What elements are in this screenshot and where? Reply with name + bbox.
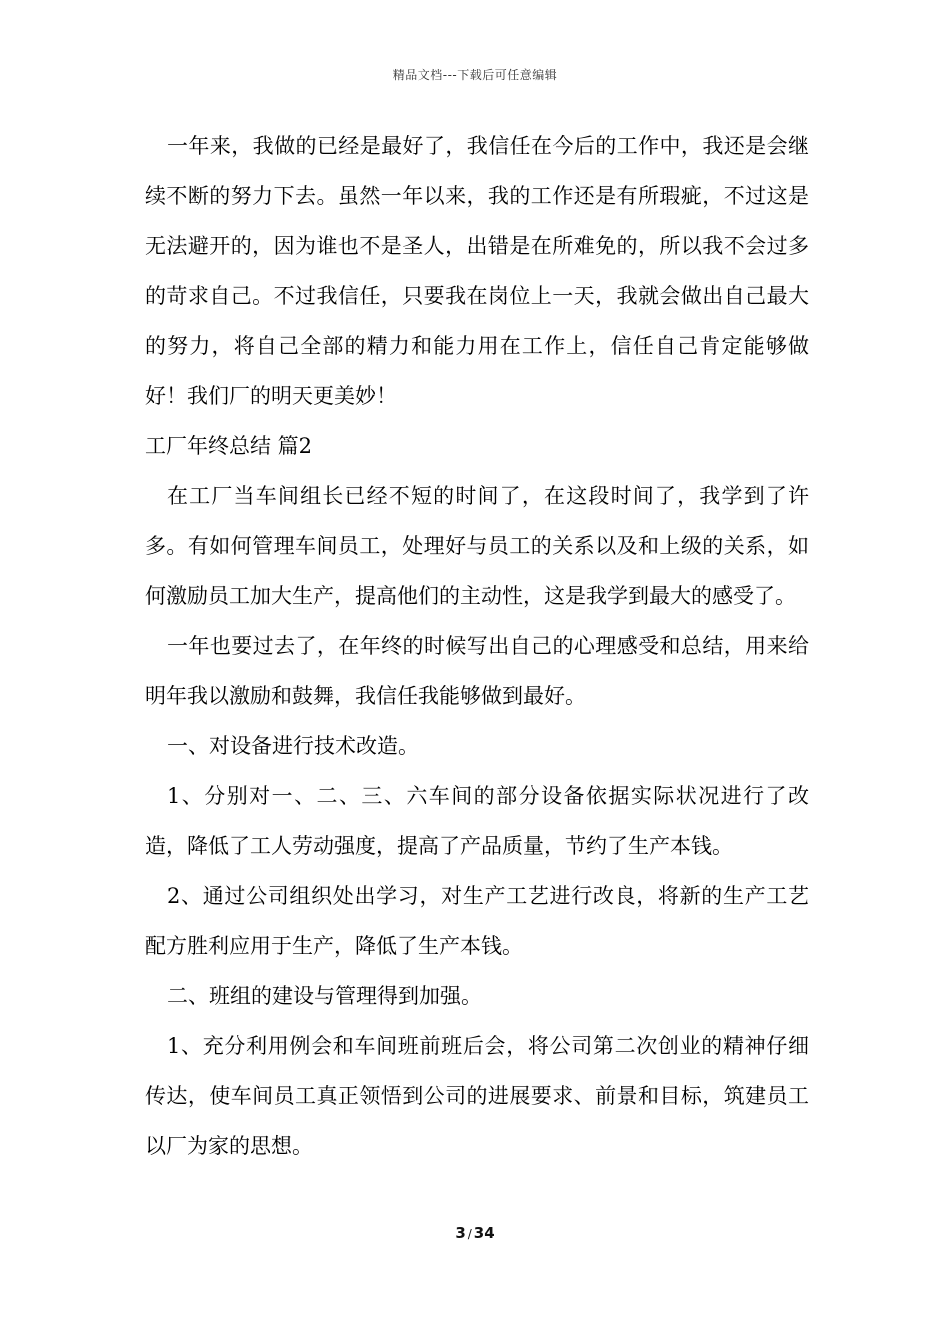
list-item-equipment-1: 1、分别对一、二、三、六车间的部分设备依据实际状况进行了改造，降低了工人劳动强度，提高了产品质量，节约了生产本钱。 [145, 784, 809, 858]
list-item-equipment-2: 2、通过公司组织处出学习，对生产工艺进行改良，将新的生产工艺配方胜利应用于生产，降低了生产本钱。 [145, 884, 809, 958]
list-item-team-1: 1、充分利用例会和车间班前班后会，将公司第二次创业的精神仔细传达，使车间员工真正领悟到公司的进展要求、前景和目标，筑建员工以厂为家的思想。 [145, 1034, 809, 1158]
document-body [145, 121, 809, 1171]
paragraph-intro-summary: 一年来，我做的已经是最好了，我信任在今后的工作中，我还是会继续不断的努力下去。虽然一年以来，我的工作还是有所瑕疵，不过这是无法避开的，因为谁也不是圣人，出错是在所难免的，所以我不会过多的苛求自己。不过我信任，只要我在岗位上一天，我就会做出自己最大的努力，将自己全部的精力和能力用在工作上，信任自己肯定能够做好！我们厂的明天更美妙！ [145, 134, 809, 408]
subheading-team-building: 二、班组的建设与管理得到加强。 [167, 984, 482, 1008]
paragraph-workshop-leader: 在工厂当车间组长已经不短的时间了，在这段时间了，我学到了许多。有如何管理车间员工，处理好与员工的关系以及和上级的关系，如何激励员工加大生产，提高他们的主动性，这是我学到最大的感受了。 [145, 484, 809, 608]
page-header: 精品文档---下载后可任意编辑 [392, 68, 558, 82]
page-number [0, 1224, 950, 1242]
paragraph-year-end: 一年也要过去了，在年终的时候写出自己的心理感受和总结，用来给明年我以激励和鼓舞，我信任我能够做到最好。 [145, 634, 809, 708]
section-heading: 工厂年终总结 篇2 [145, 434, 313, 458]
page-separator: / [467, 1227, 472, 1241]
subheading-equipment: 一、对设备进行技术改造。 [167, 734, 419, 758]
total-page-count: 34 [473, 1224, 495, 1242]
current-page-number: 3 [455, 1224, 466, 1242]
